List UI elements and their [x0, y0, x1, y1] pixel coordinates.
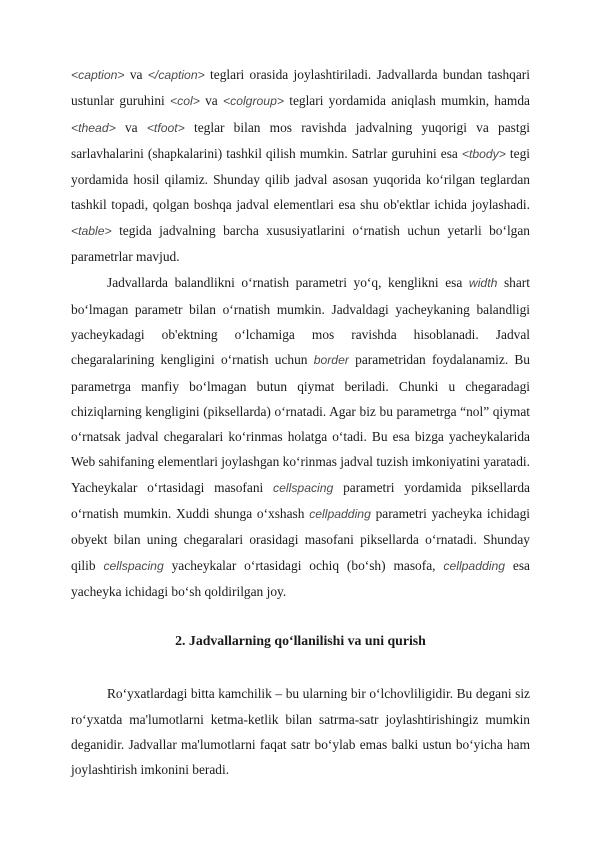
tag-tfoot: <tfoot>: [146, 120, 185, 135]
text-run: va: [199, 93, 223, 109]
text-run: teglar bilan mos ravishda jadvalning yuqorigi va pastgi sarlavhalarini (shapkalarini) tashkil qilish mumkin. Satrlar guruhini esa: [71, 119, 530, 161]
keyword-width: width: [468, 276, 498, 291]
keyword-border: border: [313, 353, 349, 368]
tag-table: <table>: [71, 223, 112, 238]
text-run: tegi yordamida hosil qilamiz. Shunday qilib jadval asosan yuqorida ko‘rilgan teglardan tashkil topadi, qolgan boshqa jadval elementlari esa shu ob'ektlar ichida joylashadi.: [71, 145, 530, 213]
paragraph-attributes: [71, 270, 530, 604]
text-run: teglari orasida joylashtiriladi. Jadvallarda bundan tashqari ustunlar guruhini: [71, 67, 530, 109]
tag-col: <col>: [170, 94, 200, 109]
keyword-cellspacing: cellspacing: [103, 558, 164, 573]
tag-caption-close: </caption>: [147, 68, 205, 82]
text-run: Jadvallarda balandlikni o‘rnatish parametri yo‘q, kenglikni esa: [107, 275, 469, 291]
text-run: yacheykalar o‘rtasidagi ochiq (bo‘sh) masofa,: [163, 557, 444, 573]
text-run: shart bo‘lmagan parametr bilan o‘rnatish mumkin. Jadvaldagi yacheykaning balandligi yacheykadagi ob'ektning o‘lchamiga mos ravishda hisoblanadi. Jadval chegaralarining kengligini o‘rnatish uchun: [71, 275, 530, 368]
section-heading: 2. Jadvallarning qo‘llanilishi va uni qurish: [175, 633, 426, 649]
paragraph-lists: Ro‘yxatlardagi bitta kamchilik – bu ularning bir o‘lchovliligidir. Bu degani siz ro‘yxatda ma'lumotlarni ketma-ketlik bilan satrma-satr joylashtirishingiz mumkin deganidir. Jadvallar ma'lumotlarni faqat satr bo‘ylab emas balki ustun bo‘yicha ham joylashtirish imkonini beradi.: [71, 686, 530, 778]
document-page: [71, 62, 530, 782]
text-run: esa yacheyka ichidagi bo‘sh qoldirilgan joy.: [71, 557, 531, 599]
text-run: va: [124, 67, 148, 82]
keyword-cellpadding: cellpadding: [309, 507, 371, 522]
text-run: tegida jadvalning barcha xususiyatlarini o‘rnatish uchun yetarli bo‘lgan parametrlar mavjud.: [71, 222, 530, 265]
text-run: teglari yordamida aniqlash mumkin, hamda: [283, 93, 530, 109]
tag-thead: <thead>: [71, 120, 116, 135]
tag-caption-open: <caption>: [71, 68, 125, 82]
tag-tbody: <tbody>: [461, 146, 506, 161]
keyword-cellspacing: cellspacing: [273, 480, 334, 495]
text-run: va: [115, 119, 147, 135]
keyword-cellpadding: cellpadding: [443, 558, 506, 573]
text-run: parametri yacheyka ichidagi obyekt bilan uning chegaralari orasidagi masofani piksellarda o‘rnatadi. Shunday qilib: [71, 506, 530, 573]
text-run: parametri yordamida piksellarda o‘rnatish mumkin. Xuddi shunga o‘xshash: [71, 479, 531, 522]
paragraph-tags: [71, 62, 530, 269]
tag-colgroup: <colgroup>: [222, 94, 284, 109]
text-run: parametridan foydalanamiz. Bu parametrga manfiy bo‘lmagan butun qiymat beriladi. Chunki u chegaradagi chiziqlarning kengligini (piksellarda) o‘rnatadi. Agar biz bu parametrga “nol” qiymat o‘rnatsak jadval chegaralari ko‘rinmas holatga o‘tadi. Bu esa bizga yacheykalarida Web sahifaning elementlari joylashgan ko‘rinmas jadval tuzish imkoniyatini yaratadi. Yacheykalar o‘rtasidagi masofani: [71, 352, 530, 495]
